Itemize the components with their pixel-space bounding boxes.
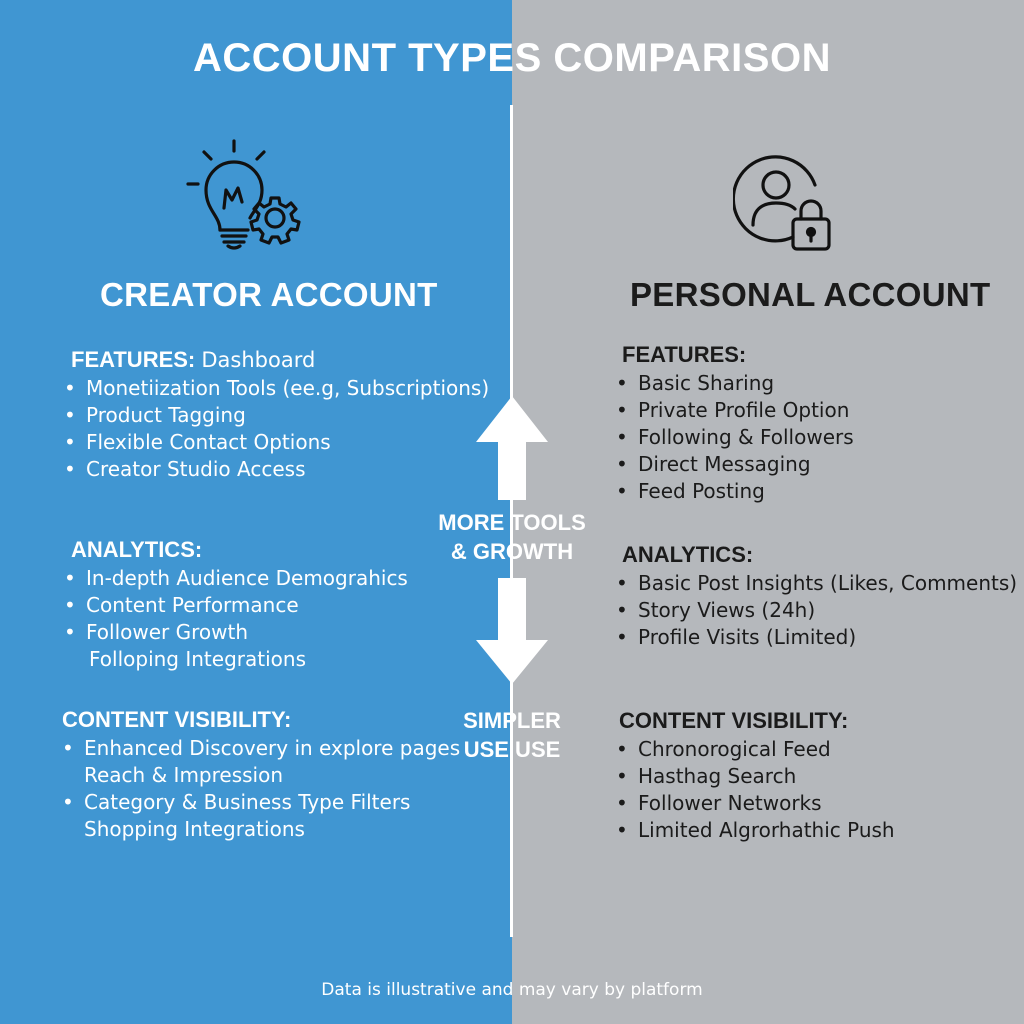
- arrow-down-icon: [476, 578, 548, 684]
- list-item: • Follower Networks: [616, 791, 822, 815]
- list-item: • In-depth Audience Demograhics: [64, 566, 408, 590]
- footnote: Data is illustrative and may vary by platform: [321, 980, 703, 1000]
- features-heading-suffix: Dashboard: [201, 348, 316, 372]
- personal-analytics-heading: ANALYTICS:: [622, 542, 754, 567]
- list-item-continuation: Folloping Integrations: [89, 647, 306, 671]
- personal-analytics-list: [616, 570, 1018, 651]
- personal-visibility-section: [616, 706, 895, 844]
- personal-visibility-list: [616, 736, 895, 844]
- list-item: • Follower Growth: [64, 620, 249, 644]
- list-item: • Limited Algrorhathic Push: [616, 818, 895, 842]
- list-item: • Category & Business Type Filters: [62, 790, 411, 814]
- personal-features-section: [616, 340, 854, 505]
- list-item: • Flexible Contact Options: [64, 430, 331, 454]
- list-item: • Basic Post Insights (Likes, Comments): [616, 571, 1018, 595]
- creator-features-heading: [71, 345, 315, 375]
- simpler-use-label: SIMPLER USE USE: [463, 708, 561, 762]
- creator-visibility-heading: CONTENT VISIBILITY:: [62, 707, 292, 732]
- lightbulb-gear-icon: [180, 138, 305, 250]
- list-item-continuation: Reach & Impression: [84, 763, 284, 787]
- creator-analytics-heading: ANALYTICS:: [71, 537, 203, 562]
- creator-visibility-list: [62, 735, 461, 843]
- personal-account-title: PERSONAL ACCOUNT: [630, 276, 991, 313]
- creator-analytics-list: [64, 565, 408, 673]
- list-item-continuation: Shopping Integrations: [84, 817, 305, 841]
- features-heading-label: FEATURES:: [71, 347, 196, 372]
- list-item: • Content Performance: [64, 593, 299, 617]
- list-item: • Direct Messaging: [616, 452, 811, 476]
- list-item: • Basic Sharing: [616, 371, 775, 395]
- more-tools-label: MORE TOOLS & GROWTH: [438, 510, 586, 564]
- list-item: • Creator Studio Access: [64, 457, 306, 481]
- list-item: • Profile Visits (Limited): [616, 625, 857, 649]
- creator-visibility-section: [62, 705, 461, 843]
- list-item: • Story Views (24h): [616, 598, 816, 622]
- list-item: • Monetiization Tools (ee.g, Subscriptions): [64, 376, 490, 400]
- creator-analytics-section: [64, 535, 408, 673]
- list-item: • Following & Followers: [616, 425, 854, 449]
- personal-analytics-section: [616, 540, 1018, 651]
- creator-features-section: [64, 345, 490, 483]
- personal-visibility-heading: CONTENT VISIBILITY:: [619, 708, 849, 733]
- creator-account-title: CREATOR ACCOUNT: [100, 276, 438, 313]
- personal-features-list: [616, 370, 854, 505]
- list-item: • Chronorogical Feed: [616, 737, 831, 761]
- list-item: • Hasthag Search: [616, 764, 797, 788]
- user-lock-icon: [733, 155, 835, 253]
- arrow-up-icon: [476, 396, 548, 500]
- list-item: • Feed Posting: [616, 479, 765, 503]
- list-item: • Private Profile Option: [616, 398, 850, 422]
- list-item: • Product Tagging: [64, 403, 246, 427]
- page-title: ACCOUNT TYPES COMPARISON: [193, 36, 831, 80]
- creator-features-list: [64, 375, 490, 483]
- list-item: • Enhanced Discovery in explore pages: [62, 736, 461, 760]
- personal-features-heading: FEATURES:: [622, 342, 747, 367]
